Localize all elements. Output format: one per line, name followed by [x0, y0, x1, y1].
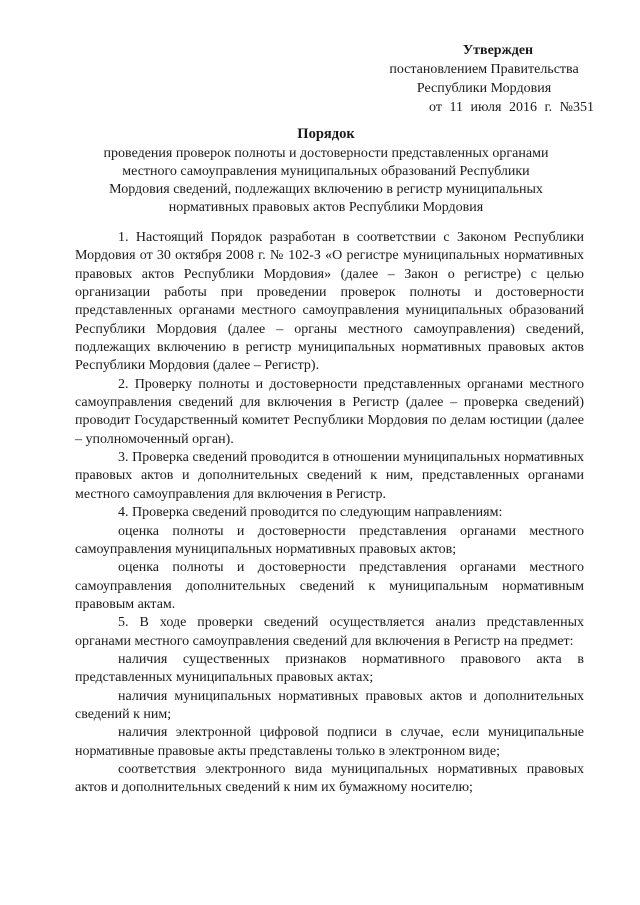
- subtitle-line: местного самоуправления муниципальных образований Республики: [122, 164, 530, 179]
- paragraph: наличия существенных признаков нормативного правового акта в представленных муниципальных правовых актах;: [75, 651, 584, 686]
- document-body: [75, 229, 584, 798]
- subtitle-line: нормативных правовых актов Республики Мордовия: [168, 200, 484, 215]
- subtitle-line: проведения проверок полноты и достоверности представленных органами: [103, 146, 549, 161]
- approval-line: Республики Мордовия: [416, 81, 552, 96]
- approval-title: Утвержден: [462, 43, 534, 58]
- approval-stamp: [374, 41, 594, 117]
- document-heading: [72, 125, 580, 217]
- paragraph: 4. Проверка сведений проводится по следующим направлениям:: [118, 505, 503, 521]
- paragraph: 2. Проверку полноты и достоверности представленных органами местного самоуправления сведений для включения в Регистр (далее – проверка сведений) проводит Государственный комитет Республики Мордовия по делам юстиции (далее – уполномоченный орган).: [75, 376, 584, 447]
- paragraph: 1. Настоящий Порядок разработан в соответствии с Законом Республики Мордовия от 30 октября 2008 г. № 102-З «О регистре муниципальных нормативных правовых актов Республики Мордовия» (далее – Закон о регистре) с целью организации работы при проведении проверок полноты и достоверности представленных органами местного самоуправления муниципальных образований Республики Мордовия (далее – органы местного самоуправления) сведений, подлежащих включению в регистр муниципальных нормативных правовых актов Республики Мордовия (далее – Регистр).: [75, 230, 584, 374]
- subtitle-line: Мордовия сведений, подлежащих включению в регистр муниципальных: [109, 182, 543, 197]
- paragraph: оценка полноты и достоверности представления органами местного самоуправления муниципальных нормативных правовых актов;: [75, 523, 584, 557]
- paragraph: соответствия электронного вида муниципальных нормативных правовых актов и дополнительных сведений к ним их бумажному носителю;: [75, 761, 584, 796]
- paragraph: наличия электронной цифровой подписи в случае, если муниципальные нормативные правовые акты представлены только в электронном виде;: [75, 725, 584, 759]
- approval-date: от 11 июля 2016 г. №351: [429, 100, 594, 115]
- paragraph: наличия муниципальных нормативных правовых актов и дополнительных сведений к ним;: [75, 688, 584, 722]
- paragraph: 5. В ходе проверки сведений осуществляется анализ представленных органами местного самоуправления сведений для включения в Регистр на предмет:: [75, 615, 584, 649]
- paragraph: 3. Проверка сведений проводится в отношении муниципальных нормативных правовых актов и дополнительных сведений к ним, представленных органами местного самоуправления для включения в Регистр.: [75, 450, 584, 502]
- paragraph: оценка полноты и достоверности представления органами местного самоуправления дополнительных сведений к муниципальным нормативным правовым актам.: [75, 560, 584, 612]
- approval-line: постановлением Правительства: [389, 62, 579, 77]
- document-title: Порядок: [297, 126, 355, 142]
